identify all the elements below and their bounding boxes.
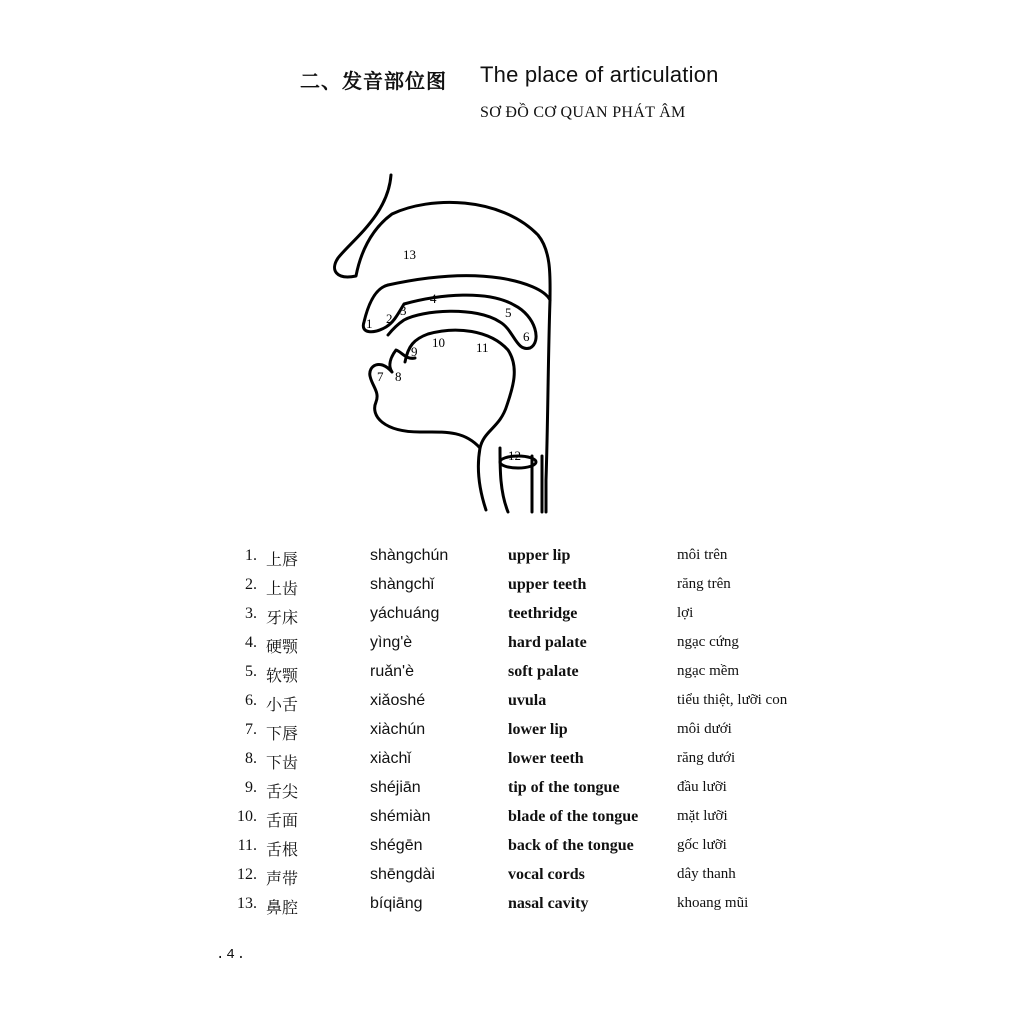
list-item [200,775,840,804]
lower-lip-teeth [370,350,480,448]
term-pinyin: shégēn [370,837,423,854]
term-vietnamese: môi dưới [677,721,732,737]
diagram-label-11: 11 [476,340,489,355]
term-chinese: 小舌 [266,695,299,714]
term-vietnamese: mặt lưỡi [677,808,728,824]
term-english: blade of the tongue [508,808,639,825]
term-english: uvula [508,692,547,709]
term-number: 5. [245,663,257,680]
term-pinyin: shàngchǐ [370,576,435,593]
term-chinese: 上唇 [266,550,299,569]
diagram-label-5: 5 [505,305,512,320]
term-pinyin: ruǎn'è [370,663,414,680]
list-item [200,833,840,862]
diagram-label-1: 1 [366,316,373,331]
list-item [200,543,840,572]
diagram-label-7: 7 [377,369,384,384]
term-pinyin: xiàchǐ [370,750,411,767]
term-english: tip of the tongue [508,779,620,796]
diagram-label-10: 10 [432,335,445,350]
term-chinese: 鼻腔 [266,898,299,917]
term-number: 8. [245,750,257,767]
term-vietnamese: ngạc mềm [677,663,740,679]
term-english: teethridge [508,605,578,622]
articulation-diagram [300,165,600,520]
term-vietnamese: dây thanh [677,866,736,882]
diagram-label-8: 8 [395,369,402,384]
term-number: 2. [245,576,257,593]
diagram-label-3: 3 [400,303,407,318]
title-chinese: 二、发音部位图 [300,69,447,93]
term-english: lower teeth [508,750,584,767]
throat-back [546,300,550,512]
term-chinese: 牙床 [266,608,299,627]
term-vietnamese: ngạc cứng [677,634,739,650]
term-chinese: 上齿 [266,579,299,598]
term-number: 12. [237,866,257,883]
term-chinese: 舌尖 [266,782,299,801]
esophagus [532,456,542,512]
list-item [200,746,840,775]
term-chinese: 舌面 [266,811,299,830]
list-item [200,572,840,601]
title-vietnamese: SƠ ĐỒ CƠ QUAN PHÁT ÂM [480,104,686,121]
term-vietnamese: răng dưới [677,750,736,766]
list-item [200,601,840,630]
list-item [200,659,840,688]
term-vietnamese: răng trên [677,576,731,592]
term-english: nasal cavity [508,895,589,912]
term-number: 3. [245,605,257,622]
term-vietnamese: đầu lưỡi [677,779,727,795]
term-english: back of the tongue [508,837,634,854]
term-number: 1. [245,547,257,564]
list-item [200,630,840,659]
page-number: .4. [216,947,248,963]
list-item [200,891,840,920]
list-item [200,862,840,891]
term-chinese: 软颚 [266,666,299,685]
term-number: 13. [237,895,257,912]
term-number: 6. [245,692,257,709]
list-item [200,717,840,746]
term-vietnamese: lợi [677,605,694,621]
term-number: 4. [245,634,257,651]
diagram-label-2: 2 [386,311,393,326]
term-chinese: 下齿 [266,753,299,772]
term-chinese: 硬颚 [266,637,299,656]
term-pinyin: shéjiān [370,779,421,796]
term-english: soft palate [508,663,579,680]
diagram-label-6: 6 [523,329,530,344]
term-pinyin: yáchuáng [370,605,440,622]
term-number: 7. [245,721,257,738]
term-number: 9. [245,779,257,796]
term-vietnamese: gốc lưỡi [677,837,727,853]
term-pinyin: shēngdài [370,866,435,883]
term-vietnamese: môi trên [677,547,728,563]
articulation-term-list [200,543,840,920]
term-vietnamese: tiểu thiệt, lưỡi con [677,692,788,708]
term-vietnamese: khoang mũi [677,895,749,911]
term-pinyin: xiǎoshé [370,692,426,709]
list-item [200,804,840,833]
term-english: hard palate [508,634,587,651]
term-english: upper lip [508,547,571,564]
diagram-label-13: 13 [403,247,416,262]
tongue-outline [405,330,514,510]
term-english: upper teeth [508,576,587,593]
term-chinese: 舌根 [266,840,299,859]
vocal-tract-drawing [300,165,600,520]
term-english: vocal cords [508,866,585,883]
diagram-label-12: 12 [508,448,521,463]
term-number: 11. [237,837,257,854]
term-pinyin: shémiàn [370,808,431,825]
term-pinyin: xiàchún [370,721,426,738]
term-pinyin: yìng'è [370,634,413,651]
term-chinese: 下唇 [266,724,299,743]
term-pinyin: shàngchún [370,547,449,564]
term-number: 10. [237,808,257,825]
term-pinyin: bíqiāng [370,895,423,912]
title-english: The place of articulation [480,62,719,87]
term-english: lower lip [508,721,568,738]
term-chinese: 声带 [266,869,299,888]
list-item [200,688,840,717]
diagram-label-4: 4 [430,291,437,306]
diagram-label-9: 9 [411,344,418,359]
